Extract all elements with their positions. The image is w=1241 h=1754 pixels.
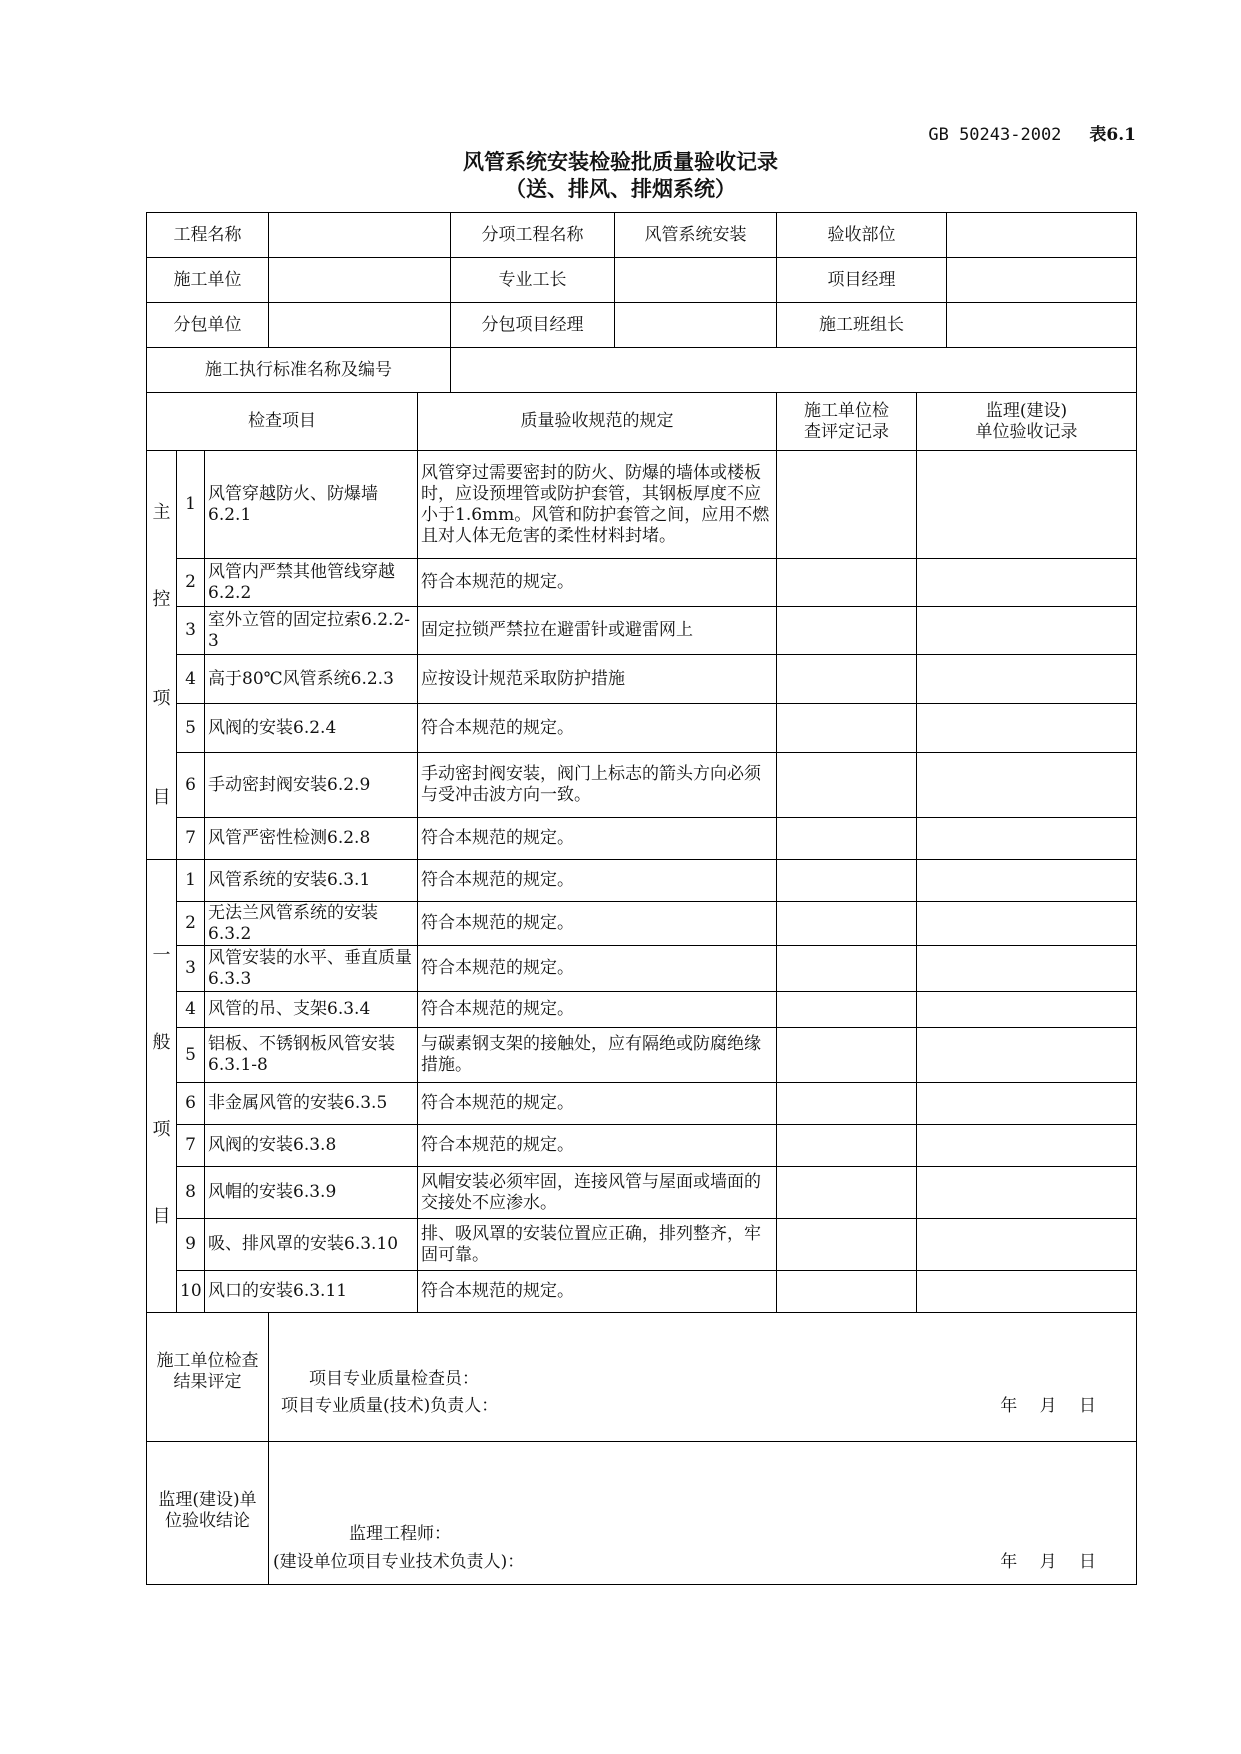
row-number: 7 — [177, 818, 205, 860]
table-row — [147, 559, 1137, 607]
row-item: 非金属风管的安装6.3.5 — [205, 1083, 418, 1125]
acceptance-part-label: 验收部位 — [777, 213, 947, 258]
supervisor-eval-label-line2: 位验收结论 — [165, 1511, 250, 1531]
supervisor-record-cell[interactable] — [917, 902, 1137, 946]
constructor-record-cell[interactable] — [777, 992, 917, 1028]
supervisor-record-cell[interactable] — [917, 1219, 1137, 1271]
team-leader-label: 施工班组长 — [777, 303, 947, 348]
col-header-supervisor-record — [917, 393, 1137, 451]
row-number: 1 — [177, 860, 205, 902]
table-row — [147, 860, 1137, 902]
project-name-label: 工程名称 — [147, 213, 269, 258]
supervisor-record-cell[interactable] — [917, 992, 1137, 1028]
table-row — [147, 1167, 1137, 1219]
row-number: 1 — [177, 451, 205, 559]
table-row — [147, 992, 1137, 1028]
constructor-record-cell[interactable] — [777, 860, 917, 902]
quality-responsible-label: 项目专业质量(技术)负责人： — [281, 1396, 499, 1416]
row-rule: 固定拉锁严禁拉在避雷针或避雷网上 — [418, 607, 777, 655]
row-rule: 符合本规范的规定。 — [418, 818, 777, 860]
row-rule: 手动密封阀安装，阀门上标志的箭头方向必须与受冲击波方向一致。 — [418, 753, 777, 818]
supervisor-record-cell[interactable] — [917, 655, 1137, 704]
acceptance-record-table — [146, 212, 1137, 1585]
row-number: 3 — [177, 607, 205, 655]
table-row — [147, 1271, 1137, 1313]
row-item: 风口的安装6.3.11 — [205, 1271, 418, 1313]
row-rule: 符合本规范的规定。 — [418, 992, 777, 1028]
col-header-supervisor-line2: 单位验收记录 — [975, 421, 1078, 442]
constructor-value[interactable] — [269, 258, 451, 303]
constructor-record-cell[interactable] — [777, 902, 917, 946]
supervisor-record-cell[interactable] — [917, 1271, 1137, 1313]
quality-inspector-label: 项目专业质量检查员： — [309, 1369, 479, 1389]
row-item: 吸、排风罩的安装6.3.10 — [205, 1219, 418, 1271]
team-leader-value[interactable] — [947, 303, 1137, 348]
row-rule: 符合本规范的规定。 — [418, 1083, 777, 1125]
sub-pm-value[interactable] — [615, 303, 777, 348]
col-header-constructor-line2: 查评定记录 — [804, 421, 889, 442]
row-rule: 符合本规范的规定。 — [418, 704, 777, 753]
constructor-label: 施工单位 — [147, 258, 269, 303]
constructor-record-cell[interactable] — [777, 559, 917, 607]
row-item: 高于80℃风管系统6.2.3 — [205, 655, 418, 704]
table-row — [147, 607, 1137, 655]
row-number: 6 — [177, 753, 205, 818]
page-subtitle: （送、排风、排烟系统） — [505, 177, 736, 201]
row-number: 5 — [177, 1028, 205, 1083]
main-group-label — [147, 451, 177, 860]
table-row — [147, 818, 1137, 860]
group-char: 般 — [152, 1032, 171, 1053]
constructor-record-cell[interactable] — [777, 1028, 917, 1083]
constructor-eval-date: 年 月 日 — [1000, 1396, 1096, 1416]
supervisor-eval-label-line1: 监理(建设)单 — [158, 1490, 257, 1510]
row-item: 风管内严禁其他管线穿越6.2.2 — [205, 559, 418, 607]
project-manager-value[interactable] — [947, 258, 1137, 303]
supervisor-record-cell[interactable] — [917, 1167, 1137, 1219]
supervisor-record-cell[interactable] — [917, 818, 1137, 860]
constructor-record-cell[interactable] — [777, 655, 917, 704]
row-rule: 风管穿过需要密封的防火、防爆的墙体或楼板时，应设预埋管或防护套管，其钢板厚度不应小于1.6mm。风管和防护套管之间，应用不燃且对人体无危害的柔性材料封堵。 — [418, 451, 777, 559]
row-item: 风阀的安装6.3.8 — [205, 1125, 418, 1167]
constructor-record-cell[interactable] — [777, 451, 917, 559]
standard-code — [928, 120, 1136, 145]
table-row — [147, 753, 1137, 818]
col-header-supervisor-line1: 监理(建设) — [985, 400, 1068, 421]
table-number: 表6.1 — [1089, 125, 1136, 145]
row-number: 10 — [177, 1271, 205, 1313]
row-item: 风管系统的安装6.3.1 — [205, 860, 418, 902]
standard-name-label: 施工执行标准名称及编号 — [147, 348, 451, 393]
constructor-eval-label-line1: 施工单位检查 — [156, 1351, 259, 1371]
table-row — [147, 1125, 1137, 1167]
row-rule: 符合本规范的规定。 — [418, 1125, 777, 1167]
constructor-record-cell[interactable] — [777, 607, 917, 655]
constructor-record-cell[interactable] — [777, 818, 917, 860]
row-number: 8 — [177, 1167, 205, 1219]
row-rule: 排、吸风罩的安装位置应正确，排列整齐，牢固可靠。 — [418, 1219, 777, 1271]
supervisor-eval-date: 年 月 日 — [1000, 1552, 1096, 1572]
supervisor-record-cell[interactable] — [917, 559, 1137, 607]
row-item: 手动密封阀安装6.2.9 — [205, 753, 418, 818]
foreman-value[interactable] — [615, 258, 777, 303]
table-row — [147, 655, 1137, 704]
constructor-record-cell[interactable] — [777, 946, 917, 992]
supervisor-record-cell[interactable] — [917, 860, 1137, 902]
row-item: 风管穿越防火、防爆墙6.2.1 — [205, 451, 418, 559]
constructor-record-cell[interactable] — [777, 1219, 917, 1271]
table-row — [147, 704, 1137, 753]
col-header-rule: 质量验收规范的规定 — [418, 393, 777, 451]
group-char: 目 — [152, 787, 171, 808]
constructor-record-cell[interactable] — [777, 753, 917, 818]
general-group-label — [147, 860, 177, 1313]
row-rule: 符合本规范的规定。 — [418, 902, 777, 946]
row-number: 9 — [177, 1219, 205, 1271]
constructor-record-cell[interactable] — [777, 1125, 917, 1167]
table-row — [147, 902, 1137, 946]
sub-pm-label: 分包项目经理 — [451, 303, 615, 348]
table-row — [147, 946, 1137, 992]
constructor-eval-label — [147, 1313, 269, 1442]
constructor-eval-label-line2: 结果评定 — [173, 1372, 242, 1392]
constructor-record-cell[interactable] — [777, 1271, 917, 1313]
constructor-record-cell[interactable] — [777, 1083, 917, 1125]
table-row — [147, 1219, 1137, 1271]
constructor-eval-area[interactable] — [269, 1313, 1137, 1442]
supervisor-record-cell[interactable] — [917, 607, 1137, 655]
table-row — [147, 451, 1137, 559]
row-number: 3 — [177, 946, 205, 992]
group-char: 主 — [152, 502, 171, 523]
supervisor-eval-label — [147, 1442, 269, 1585]
col-header-constructor-record — [777, 393, 917, 451]
row-number: 4 — [177, 992, 205, 1028]
foreman-label: 专业工长 — [451, 258, 615, 303]
row-item: 无法兰风管系统的安装6.3.2 — [205, 902, 418, 946]
row-number: 5 — [177, 704, 205, 753]
row-number: 4 — [177, 655, 205, 704]
row-item: 风阀的安装6.2.4 — [205, 704, 418, 753]
acceptance-part-value[interactable] — [947, 213, 1137, 258]
supervisor-record-cell[interactable] — [917, 753, 1137, 818]
group-char: 目 — [152, 1206, 171, 1227]
constructor-record-cell[interactable] — [777, 1167, 917, 1219]
supervisor-record-cell[interactable] — [917, 1125, 1137, 1167]
row-rule: 符合本规范的规定。 — [418, 946, 777, 992]
row-number: 6 — [177, 1083, 205, 1125]
page-title: 风管系统安装检验批质量验收记录 — [463, 150, 778, 174]
row-item: 风管的吊、支架6.3.4 — [205, 992, 418, 1028]
supervisor-record-cell[interactable] — [917, 704, 1137, 753]
standard-number: GB 50243-2002 — [928, 125, 1062, 145]
subcontractor-value[interactable] — [269, 303, 451, 348]
supervisor-record-cell[interactable] — [917, 1083, 1137, 1125]
group-char: 一 — [152, 945, 171, 966]
row-number: 2 — [177, 902, 205, 946]
project-name-value[interactable] — [269, 213, 451, 258]
project-manager-label: 项目经理 — [777, 258, 947, 303]
table-row — [147, 1083, 1137, 1125]
group-char: 项 — [152, 688, 171, 709]
row-rule: 应按设计规范采取防护措施 — [418, 655, 777, 704]
row-number: 7 — [177, 1125, 205, 1167]
col-header-constructor-line1: 施工单位检 — [804, 400, 889, 421]
row-item: 风管安装的水平、垂直质量6.3.3 — [205, 946, 418, 992]
table-row — [147, 1028, 1137, 1083]
subproject-label: 分项工程名称 — [451, 213, 615, 258]
group-char: 控 — [152, 589, 171, 610]
row-item: 风帽的安装6.3.9 — [205, 1167, 418, 1219]
supervisor-record-cell[interactable] — [917, 946, 1137, 992]
col-header-item: 检查项目 — [147, 393, 418, 451]
subcontractor-label: 分包单位 — [147, 303, 269, 348]
supervisor-record-cell[interactable] — [917, 451, 1137, 559]
row-rule: 风帽安装必须牢固，连接风管与屋面或墙面的交接处不应渗水。 — [418, 1167, 777, 1219]
row-item: 室外立管的固定拉索6.2.2-3 — [205, 607, 418, 655]
supervising-engineer-label: 监理工程师： — [349, 1524, 451, 1544]
standard-name-value[interactable] — [451, 348, 1137, 393]
subproject-value[interactable]: 风管系统安装 — [615, 213, 777, 258]
supervisor-record-cell[interactable] — [917, 1028, 1137, 1083]
row-item: 铝板、不锈钢板风管安装6.3.1-8 — [205, 1028, 418, 1083]
row-number: 2 — [177, 559, 205, 607]
row-rule: 与碳素钢支架的接触处，应有隔绝或防腐绝缘措施。 — [418, 1028, 777, 1083]
row-rule: 符合本规范的规定。 — [418, 559, 777, 607]
row-rule: 符合本规范的规定。 — [418, 1271, 777, 1313]
constructor-record-cell[interactable] — [777, 704, 917, 753]
row-rule: 符合本规范的规定。 — [418, 860, 777, 902]
supervisor-eval-area[interactable] — [269, 1442, 1137, 1585]
owner-responsible-label: (建设单位项目专业技术负责人)： — [273, 1552, 525, 1572]
group-char: 项 — [152, 1119, 171, 1140]
row-item: 风管严密性检测6.2.8 — [205, 818, 418, 860]
